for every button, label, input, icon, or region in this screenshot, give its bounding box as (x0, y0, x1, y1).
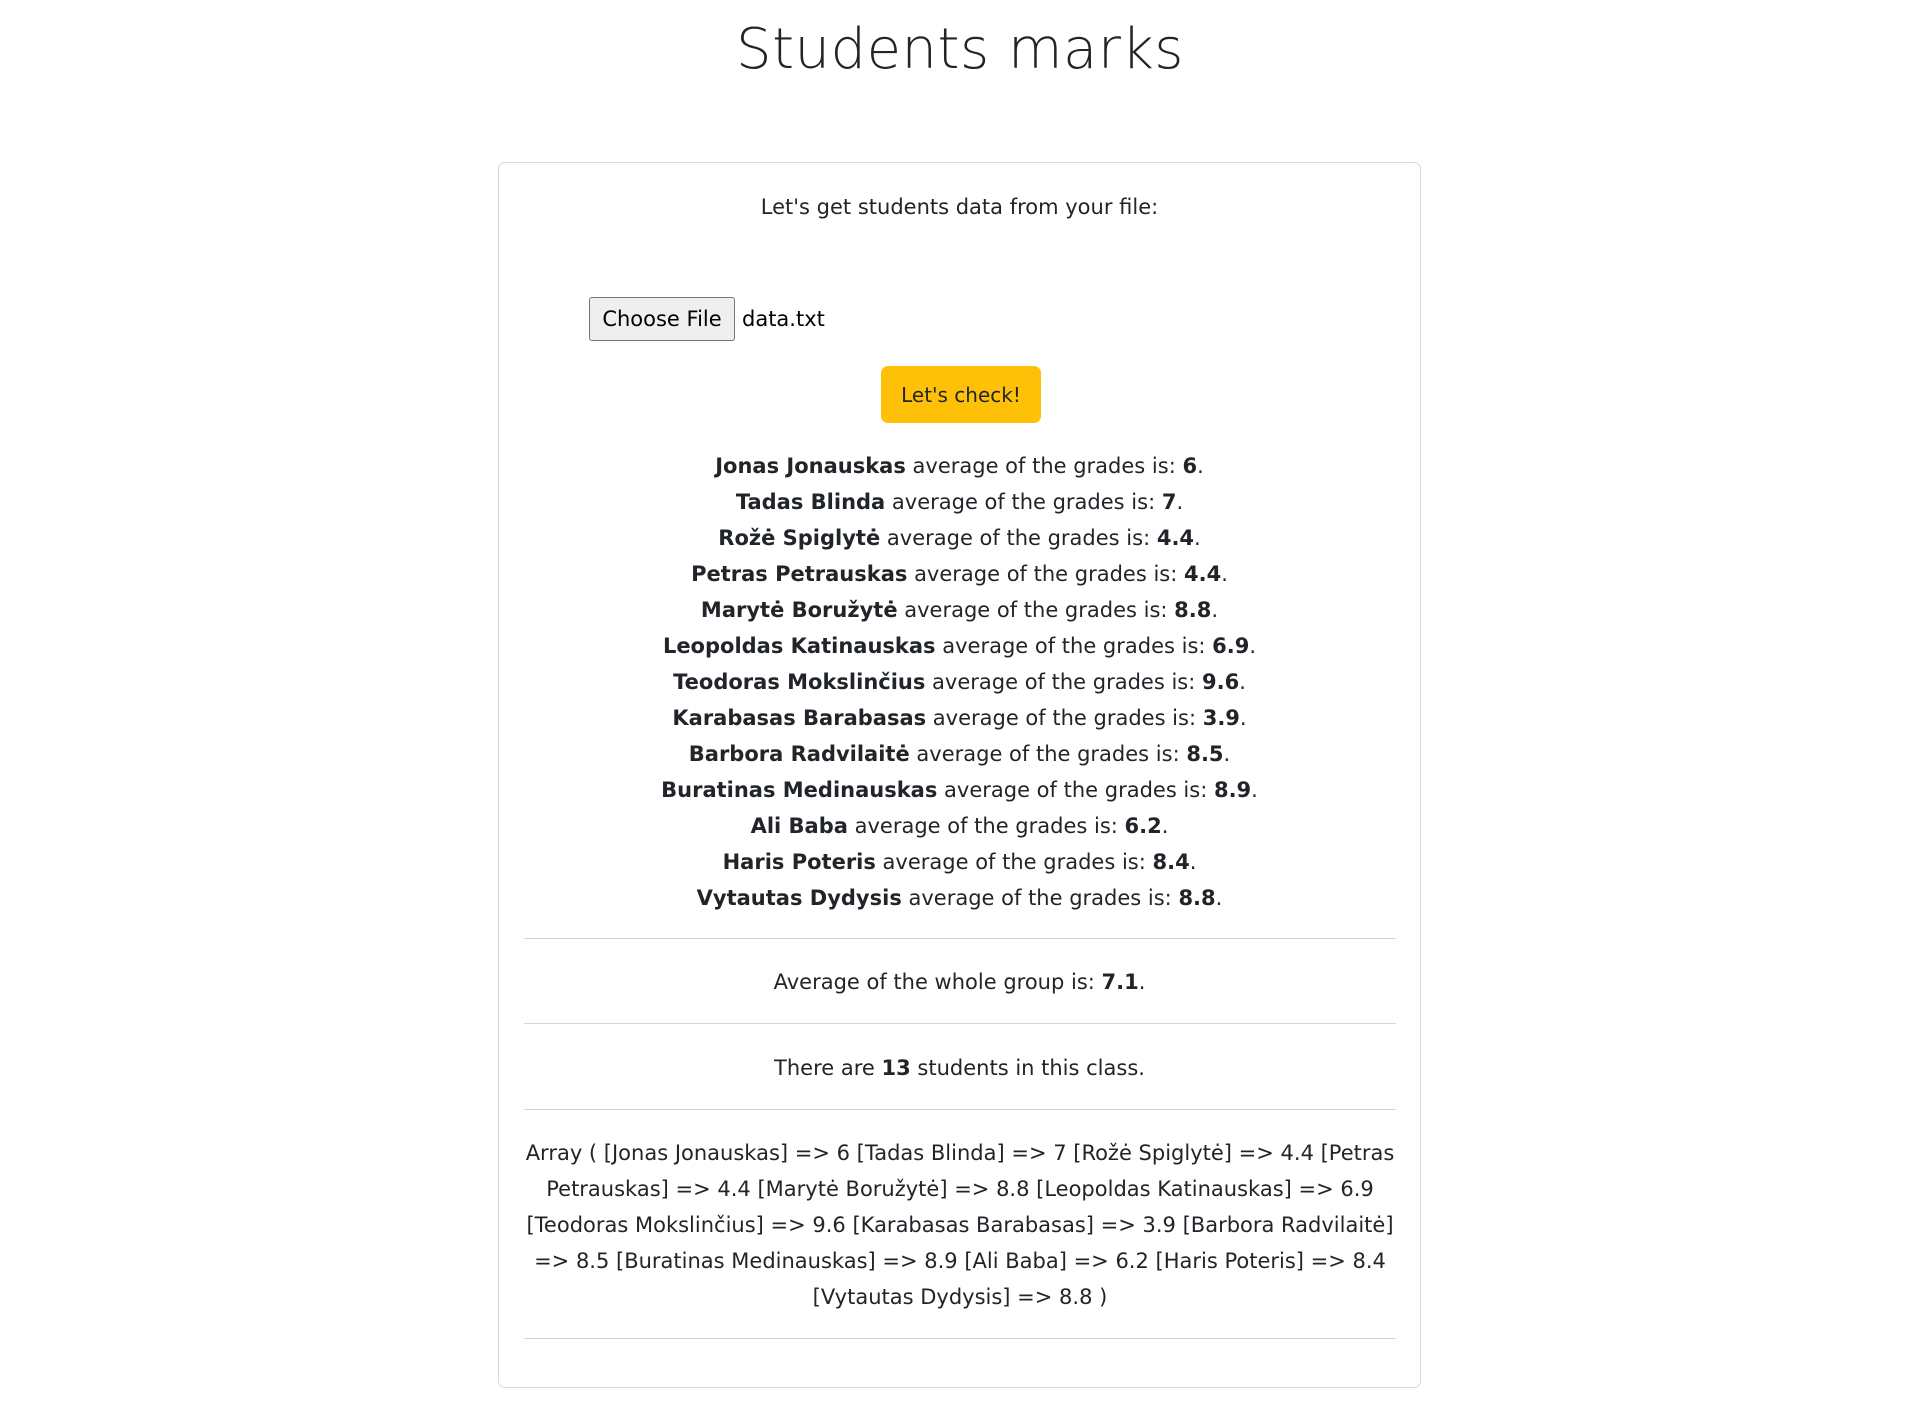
divider (524, 938, 1396, 939)
student-name: Teodoras Mokslinčius (673, 670, 926, 694)
choose-file-button[interactable]: Choose File (589, 297, 735, 341)
student-result-row: Karabasas Barabasas average of the grades is: 3.9. (672, 706, 1247, 730)
student-result-row: Leopoldas Katinauskas average of the grades is: 6.9. (662, 634, 1257, 658)
array-dump-text: Array ( [Jonas Jonauskas] => 6 [Tadas Blinda] => 7 [Rožė Spiglytė] => 4.4 [Petras Petrauskas] => 4.4 [Marytė Boružytė] => 8.8 [Leopoldas Katinauskas] => 6.9 [Teodoras Mokslinčius] => 9.6 [Karabasas Barabasas] => 3.9 [Barbora Radvilaitė] => 8.5 [Buratinas Medinauskas] => 8.9 [Ali Baba] => 6.2 [Haris Poteris] => 8.4 [Vytautas Dydysis] => 8.8 ) (525, 1141, 1395, 1309)
student-result-row: Petras Petrauskas average of the grades is: 4.4. (691, 562, 1228, 586)
student-name: Buratinas Medinauskas (661, 778, 938, 802)
students-card (498, 162, 1421, 1388)
student-result-row: Rožė Spiglytė average of the grades is: 4.4. (718, 526, 1201, 550)
student-average: 8.5 (1186, 742, 1224, 766)
student-name: Tadas Blinda (735, 490, 886, 514)
student-name: Marytė Boružytė (700, 598, 898, 622)
intro-text: Let's get students data from your file: (760, 195, 1159, 219)
group-average-value: 7.1 (1101, 970, 1139, 994)
student-results-list (499, 448, 1420, 916)
student-average: 8.8 (1178, 886, 1216, 910)
student-average: 9.6 (1201, 670, 1240, 694)
student-average: 6 (1182, 454, 1198, 478)
student-average: 7 (1161, 490, 1177, 514)
selected-file-name: data.txt (742, 307, 825, 331)
student-average: 8.4 (1152, 850, 1190, 874)
student-result-row: Marytė Boružytė average of the grades is: 8.8. (700, 598, 1219, 622)
student-name: Haris Poteris (722, 850, 876, 874)
student-average: 8.9 (1213, 778, 1252, 802)
student-name: Leopoldas Katinauskas (662, 634, 936, 658)
student-result-row: Barbora Radvilaitė average of the grades is: 8.5. (688, 742, 1231, 766)
student-result-row: Haris Poteris average of the grades is: 8.4. (722, 850, 1197, 874)
student-result-row: Tadas Blinda average of the grades is: 7. (735, 490, 1184, 514)
student-name: Jonas Jonauskas (715, 454, 906, 478)
student-name: Petras Petrauskas (691, 562, 908, 586)
student-average: 4.4 (1184, 562, 1222, 586)
divider (524, 1023, 1396, 1024)
lets-check-button[interactable]: Let's check! (881, 366, 1041, 423)
student-name: Ali Baba (750, 814, 848, 838)
divider (524, 1109, 1396, 1110)
student-average: 4.4 (1156, 526, 1195, 550)
student-result-row: Jonas Jonauskas average of the grades is: 6. (715, 454, 1204, 478)
file-input[interactable] (589, 297, 825, 341)
group-average-text: Average of the whole group is: 7.1. (773, 970, 1146, 994)
student-name: Barbora Radvilaitė (688, 742, 910, 766)
student-average: 6.2 (1124, 814, 1162, 838)
page-title: Students marks (736, 17, 1184, 82)
student-result-row: Buratinas Medinauskas average of the grades is: 8.9. (661, 778, 1258, 802)
student-result-row: Vytautas Dydysis average of the grades is: 8.8. (696, 886, 1223, 910)
student-name: Karabasas Barabasas (672, 706, 927, 730)
student-average: 8.8 (1174, 598, 1212, 622)
student-name: Vytautas Dydysis (696, 886, 902, 910)
student-average: 6.9 (1212, 634, 1250, 658)
student-count-text: There are 13 students in this class. (774, 1056, 1145, 1080)
student-name: Rožė Spiglytė (718, 526, 881, 550)
student-count-value: 13 (881, 1056, 911, 1080)
student-average: 3.9 (1202, 706, 1240, 730)
student-result-row: Ali Baba average of the grades is: 6.2. (750, 814, 1169, 838)
student-result-row: Teodoras Mokslinčius average of the grades is: 9.6. (673, 670, 1246, 694)
divider (524, 1338, 1396, 1339)
